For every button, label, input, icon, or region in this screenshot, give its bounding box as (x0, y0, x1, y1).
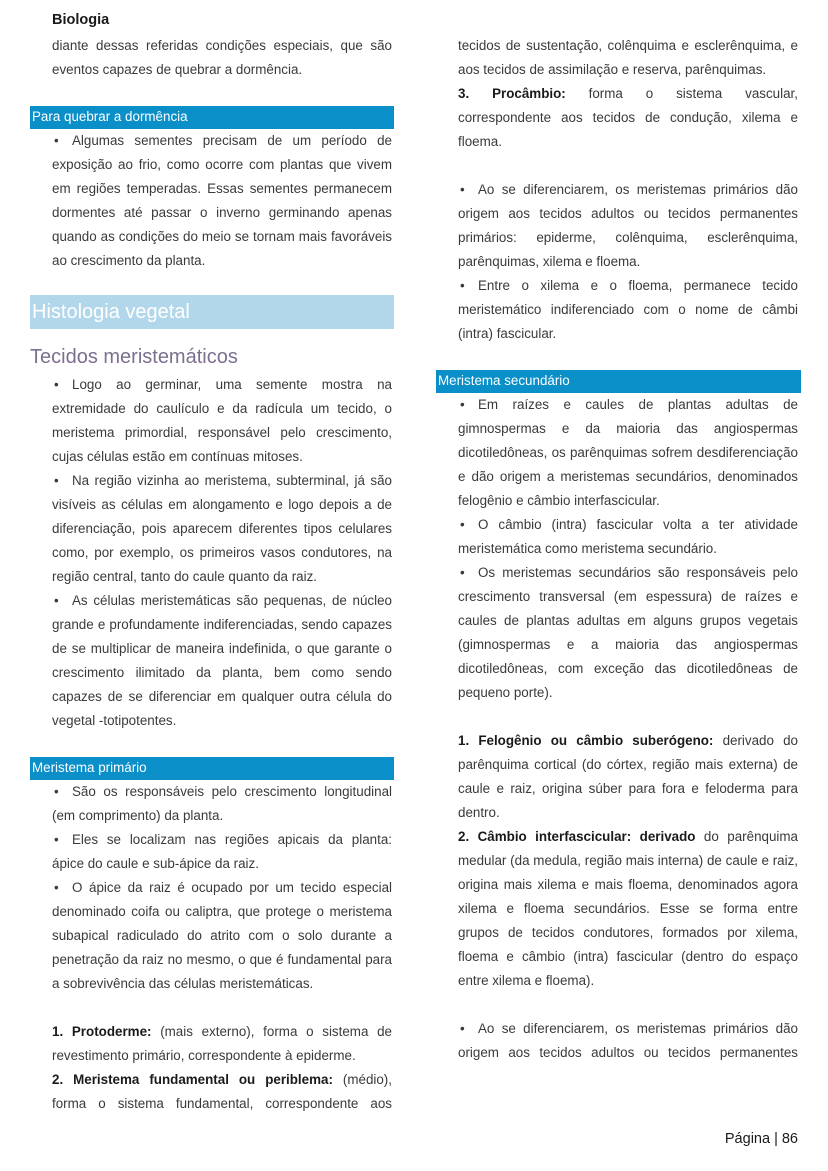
spacer (52, 733, 392, 757)
numbered-item-cambio-interfascicular (458, 825, 798, 993)
list-item: • Eles se localizam nas regiões apicais da planta: ápice do caule e sub-ápice da raiz. (52, 828, 392, 876)
numbered-item-protoderme (52, 1020, 392, 1068)
list-item: • O câmbio (intra) fascicular volta a ter atividade meristemática como meristema secundário. (458, 513, 798, 561)
numbered-text: forma o sistema vascular, correspondente aos tecidos de condução, xilema e floema. (458, 86, 798, 149)
numbered-label: 1. Felogênio ou câmbio suberógeno: (458, 733, 714, 748)
section-bar-primary-meristem: Meristema primário (30, 757, 394, 780)
spacer (458, 993, 798, 1017)
page-header-subject: Biologia (52, 12, 110, 28)
numbered-label: 3. Procâmbio: (458, 86, 566, 101)
list-item: • Algumas sementes precisam de um período de exposição ao frio, como ocorre com plantas que vivem em regiões temperadas. Essas sementes permanecem dormentes até passar o inverno germinando apenas quando as condições do meio se tornam mais favoráveis ao crescimento da planta. (52, 129, 392, 273)
list-item: • Ao se diferenciarem, os meristemas primários dão origem aos tecidos adultos ou tecidos permanentes primários: epiderme, colênquima, esclerênquima, parênquimas, xilema e floema. (458, 178, 798, 274)
list-item: • Os meristemas secundários são responsáveis pelo crescimento transversal (em espessura) de raízes e caules de plantas adultas em alguns grupos vegetais (gimnospermas e a maioria das angiospermas dicotiledôneas, com exceção das dicotiledôneas de pequeno porte). (458, 561, 798, 705)
list-item: • Na região vizinha ao meristema, subterminal, já são visíveis as células em alongamento e logo depois a de diferenciação, pois aparecem diferentes tipos celulares como, por exemplo, os primeiros vasos condutores, na região central, tanto do caule quanto da raiz. (52, 469, 392, 589)
list-item: • O ápice da raiz é ocupado por um tecido especial denominado coifa ou caliptra, que protege o meristema subapical radiculado do atrito com o solo durante a penetração da raiz no mesmo, o que é fundamental para a sobrevivência das células meristemáticas. (52, 876, 392, 996)
continuation-text: tecidos de sustentação, colênquima e esclerênquima, e aos tecidos de assimilação e reserva, parênquimas. (458, 38, 798, 77)
chapter-title: Histologia vegetal (30, 295, 394, 329)
list-item: • As células meristemáticas são pequenas, de núcleo grande e profundamente indiferenciadas, sendo capazes de se multiplicar de maneira indefinida, o que garante o crescimento ilimitado da planta, bem como sendo capazes de se diferenciar em qualquer outra célula do vegetal -totipotentes. (52, 589, 392, 733)
numbered-label: 1. Protoderme: (52, 1024, 152, 1039)
section-bar-dormancy: Para quebrar a dormência (30, 106, 394, 129)
subheading: Tecidos meristemáticos (30, 346, 238, 368)
spacer (458, 346, 798, 370)
numbered-item-felogenio (458, 729, 798, 825)
numbered-text: derivado do parênquima cortical (do córtex, região mais externa) de caule e raiz, origina súber para fora e feloderma para dentro. (458, 733, 798, 820)
intro-text: diante dessas referidas condições especiais, que são eventos capazes de quebrar a dormência. (52, 38, 392, 77)
list-item: • Ao se diferenciarem, os meristemas primários dão origem aos tecidos adultos ou tecidos permanentes (458, 1017, 798, 1065)
section-bar-secondary-meristem: Meristema secundário (436, 370, 801, 393)
numbered-text: (médio), forma o sistema fundamental, correspondente aos (52, 1072, 392, 1111)
numbered-text: do parênquima medular (da medula, região mais interna) de caule e raiz, origina mais xilema e mais floema, denominados agora xilema e floema secundários. Esse se forma entre grupos de tecidos condutores, formados por xilema, floema e câmbio (intra) fascicular (dentro do espaço entre xilema e floema). (458, 829, 798, 988)
spacer (52, 82, 392, 106)
numbered-item-meristema-fundamental (52, 1068, 392, 1116)
numbered-text: (mais externo), forma o sistema de revestimento primário, correspondente à epiderme. (52, 1024, 392, 1063)
right-column (438, 34, 798, 1065)
list-item: • Logo ao germinar, uma semente mostra na extremidade do caulículo e da radícula um tecido, o meristema primordial, responsável pelo crescimento, cujas células estão em contínuas mitoses. (52, 373, 392, 469)
list-item: • Entre o xilema e o floema, permanece tecido meristemático indiferenciado com o nome de câmbi (intra) fascicular. (458, 274, 798, 346)
numbered-item-procambio (458, 82, 798, 154)
spacer (52, 996, 392, 1020)
list-item: • Em raízes e caules de plantas adultas de gimnospermas e da maioria das angiospermas dicotiledôneas, os parênquimas sofrem desdiferenciação e dão origem a meristemas secundários, denominados felogênio e câmbio interfascicular. (458, 393, 798, 513)
left-column (30, 34, 392, 1116)
spacer (458, 154, 798, 178)
spacer (52, 273, 392, 295)
page-number: Página | 86 (724, 1131, 798, 1147)
numbered-label: 2. Meristema fundamental ou periblema: (52, 1072, 333, 1087)
numbered-label: 2. Câmbio interfascicular: derivado (458, 829, 696, 844)
list-item: • São os responsáveis pelo crescimento longitudinal (em comprimento) da planta. (52, 780, 392, 828)
spacer (458, 705, 798, 729)
